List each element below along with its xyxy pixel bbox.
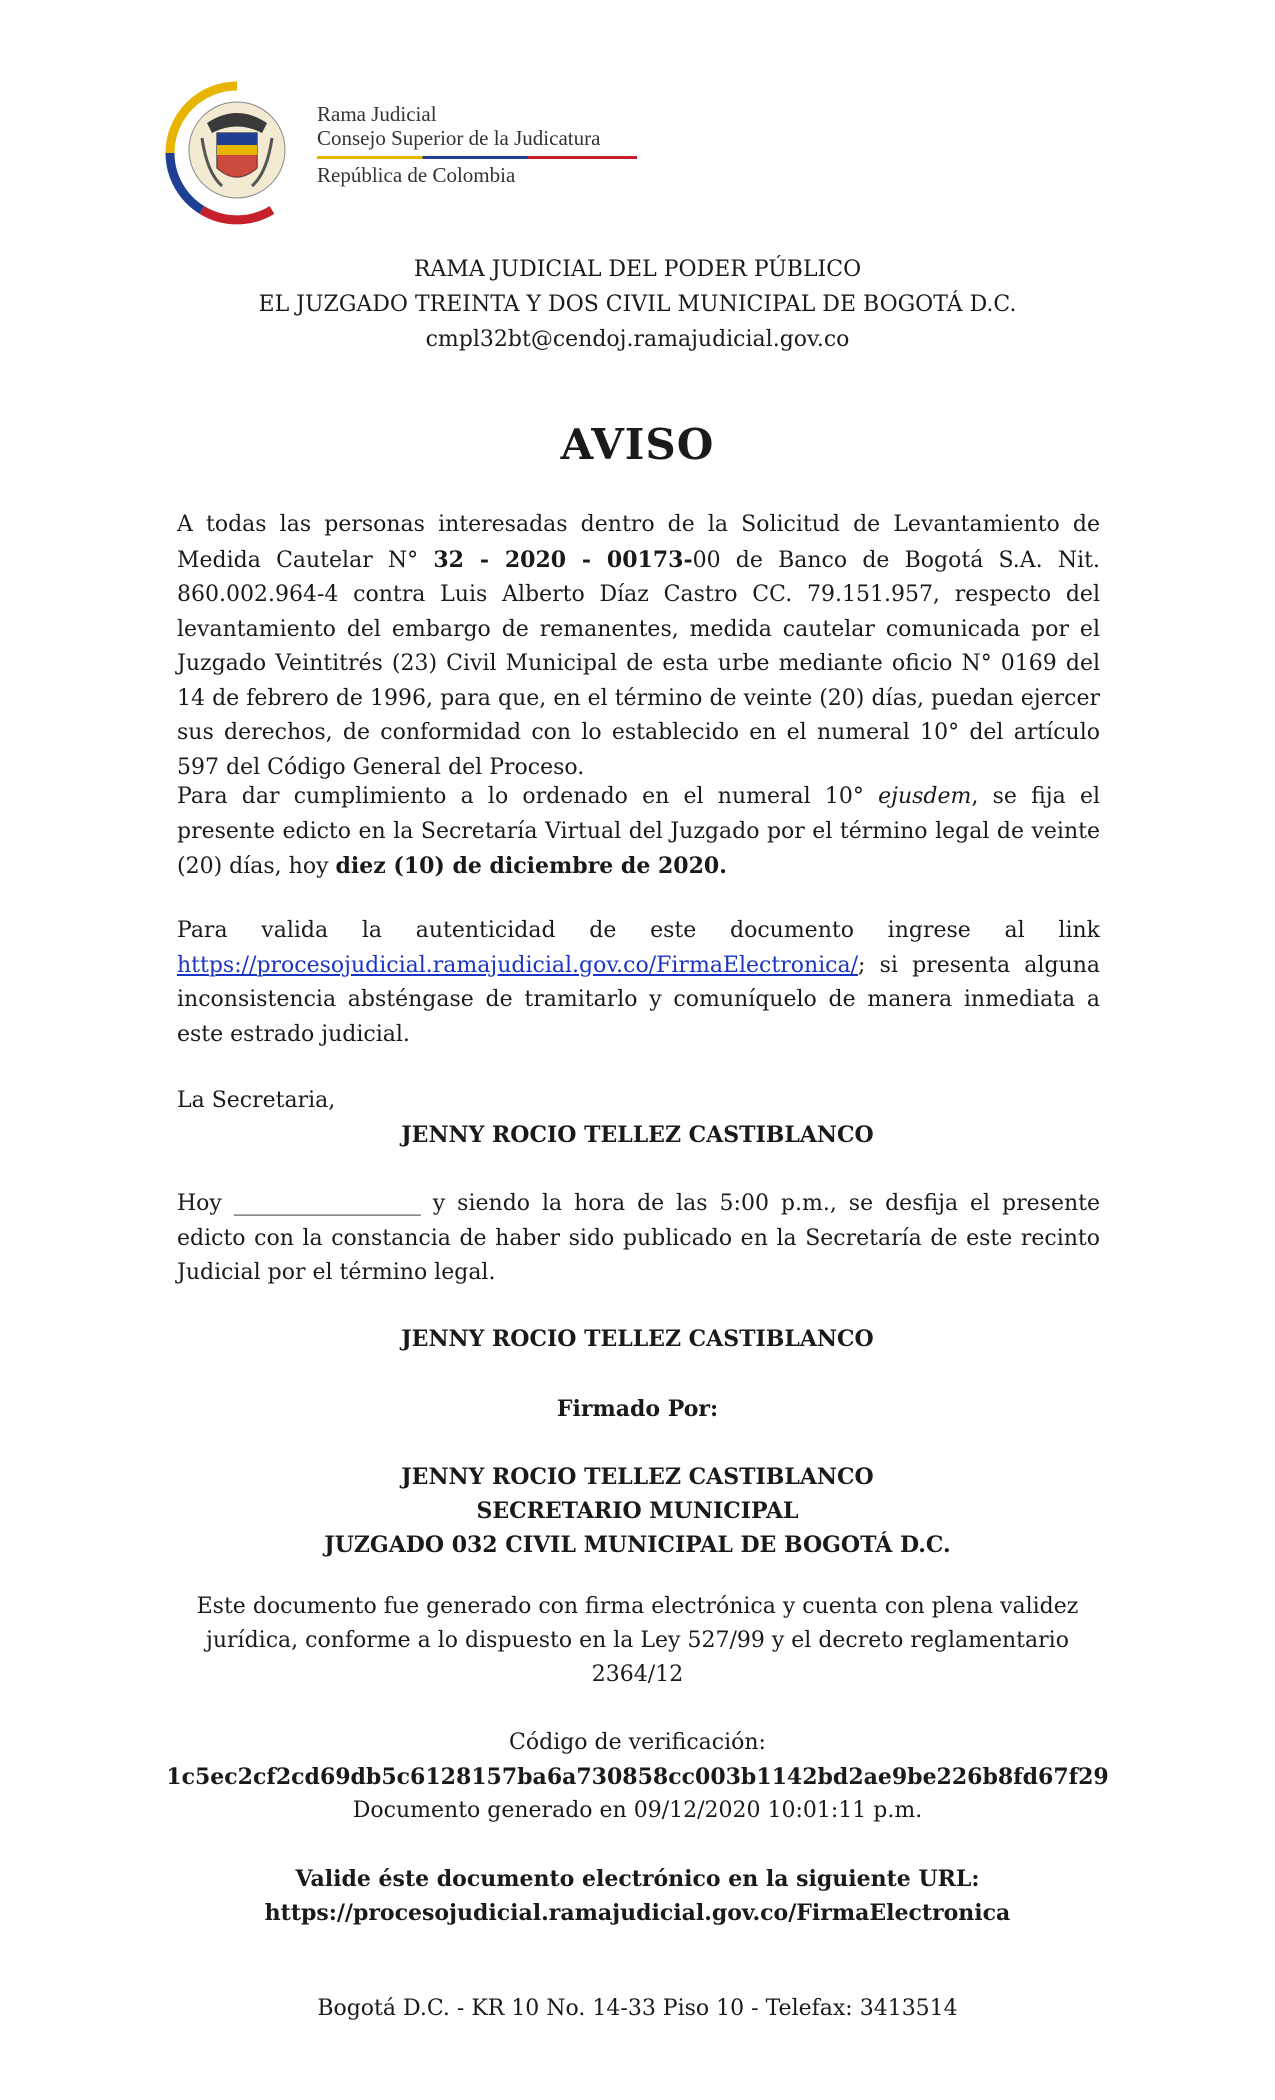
page-footer: Bogotá D.C. - KR 10 No. 14-33 Piso 10 - Telefax: 3413514: [317, 1996, 958, 2021]
header-email: cmpl32bt@cendoj.ramajudicial.gov.co: [425, 327, 850, 352]
verification-code: 1c5ec2cf2cd69db5c6128157ba6a730858cc003b1142bd2ae9be226b8fd67f29: [166, 1764, 1109, 1790]
logo-line-consejo: Consejo Superior de la Judicatura: [317, 126, 601, 150]
signature-block: [0, 1460, 1275, 1562]
logo-line-republica: República de Colombia: [317, 163, 516, 187]
legal-notice-text: Este documento fue generado con firma electrónica y cuenta con plena validez jurídica, conforme a lo dispuesto en la Ley 527/99 y el decreto reglamentario 2364/12: [196, 1594, 1079, 1687]
validate-url: https://procesojudicial.ramajudicial.gov.co/FirmaElectronica: [264, 1900, 1011, 1926]
p2-date: diez (10) de diciembre de 2020.: [335, 853, 727, 879]
p4-text-a: Hoy: [177, 1191, 234, 1216]
p2-ejusdem: ejusdem: [878, 784, 972, 809]
paragraph-1: [177, 508, 1100, 785]
legal-notice: [0, 1590, 1275, 1692]
secretaria-label: La Secretaria,: [177, 1088, 336, 1113]
p1-case-number: 32 - 2020 - 00173-: [433, 546, 693, 573]
validate-label: Valide éste documento electrónico en la siguiente URL:: [295, 1866, 980, 1892]
header-line-1: RAMA JUDICIAL DEL PODER PÚBLICO: [413, 257, 862, 282]
logo-line-rama-judicial: Rama Judicial: [317, 102, 437, 126]
p2-text-a: Para dar cumplimiento a lo ordenado en el numeral 10°: [177, 784, 879, 809]
validation-link[interactable]: https://procesojudicial.ramajudicial.gov.co/FirmaElectronica/: [177, 952, 859, 978]
logo-text: [317, 102, 637, 187]
paragraph-4: [177, 1187, 1100, 1291]
rama-judicial-logo: [162, 78, 652, 233]
secretary-name: JENNY ROCIO TELLEZ CASTIBLANCO: [401, 1122, 874, 1148]
coat-of-arms-icon: [162, 78, 312, 228]
p2-text-c: , se fija el presente edicto en la Secretaría Virtual del Juzgado por el término legal de veinte (20) días, hoy: [177, 784, 1101, 879]
p1-text-c: 00 de Banco de Bogotá S.A. Nit. 860.002.964-4 contra Luis Alberto Díaz Castro CC. 79.151.957, respecto del levantamiento del embargo de remanentes, medida cautelar comunicada por el Juzgado Veintitrés (23) Civil Municipal de esta urbe mediante oficio N° 0169 del 14 de febrero de 1996, para que, en el término de veinte (20) días, puedan ejercer sus derechos, de conformidad con lo establecido en el numeral 10° del artículo 597 del Código General del Proceso.: [177, 547, 1100, 780]
p4-text-c: y siendo la hora de las 5:00 p.m., se desfija el presente edicto con la constancia de haber sido publicado en la Secretaría de este recinto Judicial por el término legal.: [177, 1191, 1100, 1285]
header-line-2: EL JUZGADO TREINTA Y DOS CIVIL MUNICIPAL DE BOGOTÁ D.C.: [258, 292, 1017, 317]
validate-block: [0, 1862, 1275, 1930]
paragraph-3: [177, 914, 1100, 1052]
secretary-name-2: JENNY ROCIO TELLEZ CASTIBLANCO: [401, 1326, 874, 1352]
p1-text-a: A todas las personas interesadas dentro de la Solicitud de Levantamiento de Medida Cautelar N°: [177, 512, 1100, 573]
paragraph-2: [177, 780, 1100, 885]
signer-name: JENNY ROCIO TELLEZ CASTIBLANCO: [401, 1464, 874, 1490]
logo-tricolor-rule: [317, 156, 637, 159]
p3-text-c: ; si presenta alguna inconsistencia absténgase de tramitarlo y comuníquelo de manera inmediata a este estrado judicial.: [177, 952, 1100, 1047]
signer-role: SECRETARIO MUNICIPAL: [476, 1498, 799, 1524]
court-header: [0, 252, 1275, 357]
document-title: AVISO: [560, 420, 715, 469]
verification-block: [0, 1726, 1275, 1828]
p4-date-blank: _________________: [233, 1191, 421, 1216]
p3-text-a: Para valida la autenticidad de este documento ingrese al link: [177, 918, 1100, 943]
verification-label: Código de verificación:: [509, 1730, 766, 1755]
generated-timestamp: Documento generado en 09/12/2020 10:01:11 p.m.: [352, 1798, 923, 1823]
signer-court: JUZGADO 032 CIVIL MUNICIPAL DE BOGOTÁ D.C.: [324, 1532, 951, 1558]
signed-by-label: Firmado Por:: [556, 1396, 719, 1422]
